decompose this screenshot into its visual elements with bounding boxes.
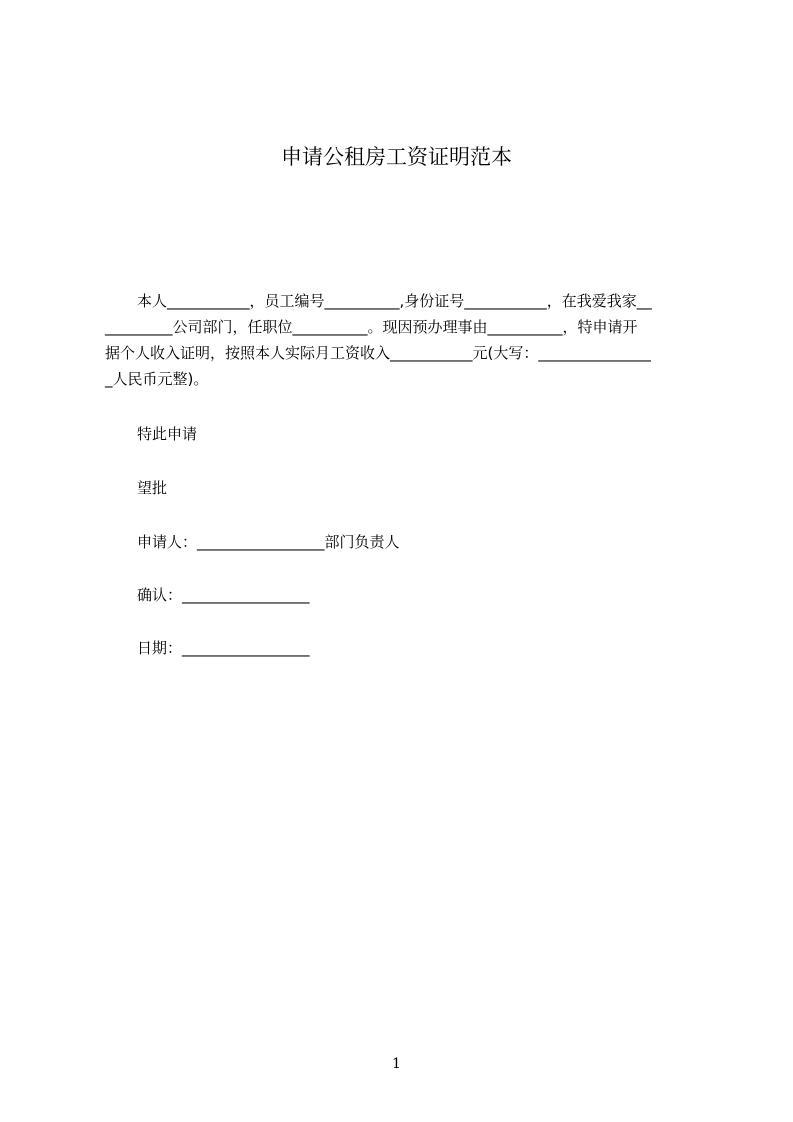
date-line: 日期：_________________ [137, 639, 310, 657]
closing-text: 特此申请 [137, 425, 198, 443]
confirmation-line: 确认：_________________ [137, 586, 310, 604]
document-title: 申请公租房工资证明范本 [281, 145, 512, 169]
page-number: 1 [392, 1056, 401, 1072]
body-paragraph-line-1: 本人___________，员工编号__________,身份证号___________，在我爱我家__ [137, 292, 652, 310]
body-paragraph-line-2: _________公司部门，任职位__________。现因预办理事由__________，特申请开 [105, 318, 638, 336]
applicant-signature-line: 申请人：_________________部门负责人 [137, 533, 400, 551]
body-paragraph-line-4: _人民币元整)。 [105, 370, 209, 388]
body-paragraph-line-3: 据个人收入证明，按照本人实际月工资收入___________元(大写：_______________ [105, 344, 651, 362]
approval-text: 望批 [137, 479, 168, 497]
